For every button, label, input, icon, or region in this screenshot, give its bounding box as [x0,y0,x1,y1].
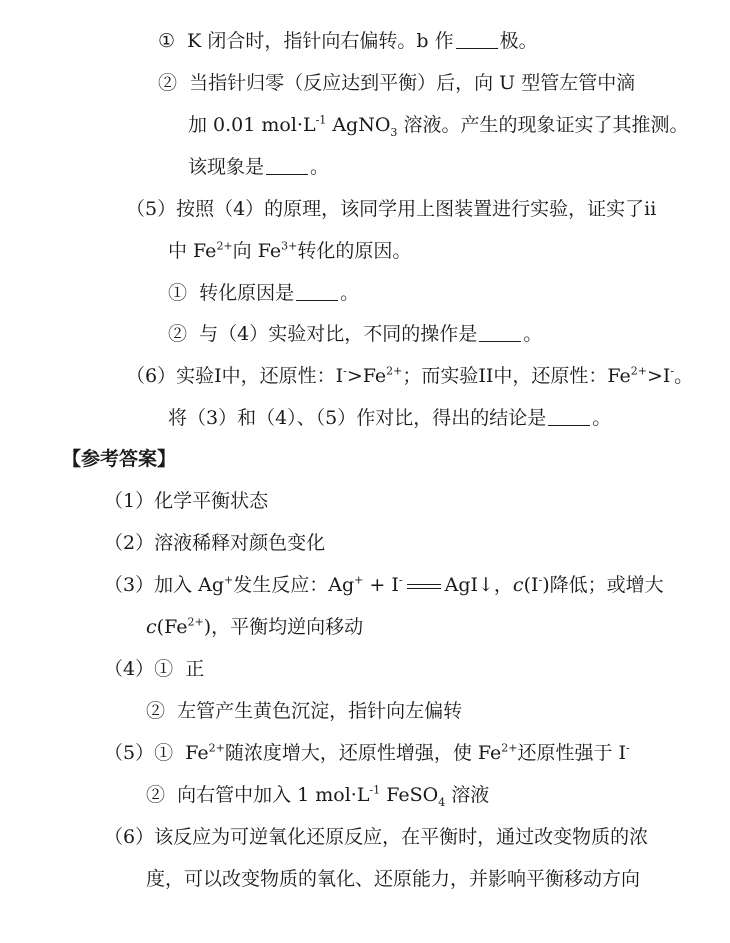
question-label: （6） [126,365,177,387]
text-segment: 还原性强于 I [517,742,627,764]
answer-6-line1 [104,828,648,847]
answer-text: 化学平衡状态 [154,490,269,512]
circle-marker: ① [154,742,174,764]
answer-blank[interactable] [479,325,521,342]
answer-text: 正 [185,658,205,680]
text-segment: 。 [592,407,612,429]
answer-text: 该反应为可逆氧化还原反应，在平衡时，通过改变物质的浓 [154,826,649,848]
text-segment: 转化的原因。 [297,240,412,262]
circle-marker: ② [168,323,188,345]
q4-item2-line1 [158,74,635,93]
text-segment: 中 Fe [168,240,217,262]
q4-item2-line3 [188,158,329,177]
q4-item1-text: K 闭合时，指针向右偏转。b 作 [187,30,454,52]
subscript: 4 [438,795,446,809]
circle-marker: ② [146,784,166,806]
answer-label: （2） [104,532,155,554]
text-segment: 转化原因是 [199,282,295,304]
superscript: -1 [315,113,327,127]
superscript: 2+ [208,741,225,755]
superscript: 2+ [501,741,518,755]
text-segment: Fe [185,742,209,764]
text-segment: >I [646,365,671,387]
text-segment: (Fe [156,616,188,638]
superscript: 2+ [187,615,204,629]
text-segment: 溶液 [445,784,490,806]
text-segment: (I [523,574,539,596]
superscript: - [538,573,543,587]
text-segment: 。 [310,156,330,178]
superscript: 2+ [386,364,403,378]
answer-5-line1 [104,741,630,764]
text-segment: 向 Fe [232,240,282,262]
superscript: -1 [369,783,381,797]
text-segment: )降低；或增大 [542,574,664,596]
superscript: + [224,573,234,587]
equals-sign [407,584,441,589]
text-segment: 发生反应：Ag [233,574,355,596]
answer-text: 左管产生黄色沉淀，指针向左偏转 [177,700,463,722]
answer-label: （3） [104,574,155,596]
text-segment: 溶液。产生的现象证实了其推测。 [397,114,689,136]
q6-line2 [168,409,611,428]
answer-blank[interactable] [548,409,590,426]
answer-blank[interactable] [296,284,338,301]
answer-2 [104,534,325,553]
answer-label: （5） [104,742,155,764]
superscript: 2+ [216,239,233,253]
superscript: - [626,741,630,755]
answer-text: 溶液稀释对颜色变化 [154,532,326,554]
text-segment: c [512,574,524,596]
text-segment: ；而实验II中，还原性：Fe [402,365,631,387]
answer-6-line2 [146,870,640,889]
superscript: - [343,364,347,378]
text-segment: 该现象是 [188,156,265,178]
answer-4-line1 [104,660,204,679]
q5-sub1 [168,284,359,303]
q4-item1-end: 极。 [499,30,538,52]
answer-label: （6） [104,826,155,848]
text-segment: 随浓度增大，还原性增强，使 Fe [224,742,502,764]
answer-blank[interactable] [266,158,308,175]
text-segment: 向右管中加入 1 mol·L [177,784,370,806]
text-segment: 将（3）和（4）、（5）作对比，得出的结论是 [168,407,547,429]
text-segment: 实验I中，还原性：I [176,365,344,387]
answer-5-line2 [146,783,490,809]
superscript: 3+ [281,239,298,253]
answer-blank[interactable] [456,32,498,49]
subscript: 3 [390,125,398,139]
text-segment: 加入 Ag [154,574,225,596]
q5-line1 [126,200,656,219]
circle-marker: ① [154,658,174,680]
text-segment: + I [363,574,399,596]
text-segment: 按照（4）的原理，该同学用上图装置进行实验，证实了ii [176,198,657,220]
q5-line2 [168,239,412,262]
answer-3-line1 [104,573,664,596]
answer-1 [104,492,268,511]
text-segment: >Fe [346,365,387,387]
answer-text: 度，可以改变物质的氧化、还原能力，并影响平衡移动方向 [146,868,641,890]
superscript: - [398,573,403,587]
q6-line1 [126,364,694,387]
text-segment: AgNO [326,114,391,136]
circle-marker: ① [168,282,188,304]
question-label: （5） [126,198,177,220]
superscript: + [354,573,364,587]
superscript: 2+ [630,364,647,378]
circle-marker: ② [158,72,178,94]
q4-item2-line2 [188,113,689,139]
text-segment: 加 0.01 mol·L [188,114,316,136]
text-segment: 。 [523,323,543,345]
answer-label: （4） [104,658,155,680]
q4-item1 [158,32,538,51]
text-segment: )，平衡均逆向移动 [203,616,364,638]
answer-label: （1） [104,490,155,512]
answers-heading: 【参考答案】 [62,448,177,470]
answer-3-line2 [146,615,364,638]
q5-sub2 [168,325,542,344]
text-segment: c [146,616,157,638]
text-segment: 。 [340,282,360,304]
text-segment: 。 [674,365,694,387]
text-segment: 与（4）实验对比，不同的操作是 [199,323,478,345]
circle-marker: ② [146,700,166,722]
superscript: - [670,364,675,378]
answer-4-line2 [146,702,462,721]
text-segment: FeSO [380,784,439,806]
circle-marker: ① [158,30,176,52]
text-segment: AgI↓， [444,574,513,596]
q4-item2-text: 当指针归零（反应达到平衡）后，向 U 型管左管中滴 [189,72,636,94]
